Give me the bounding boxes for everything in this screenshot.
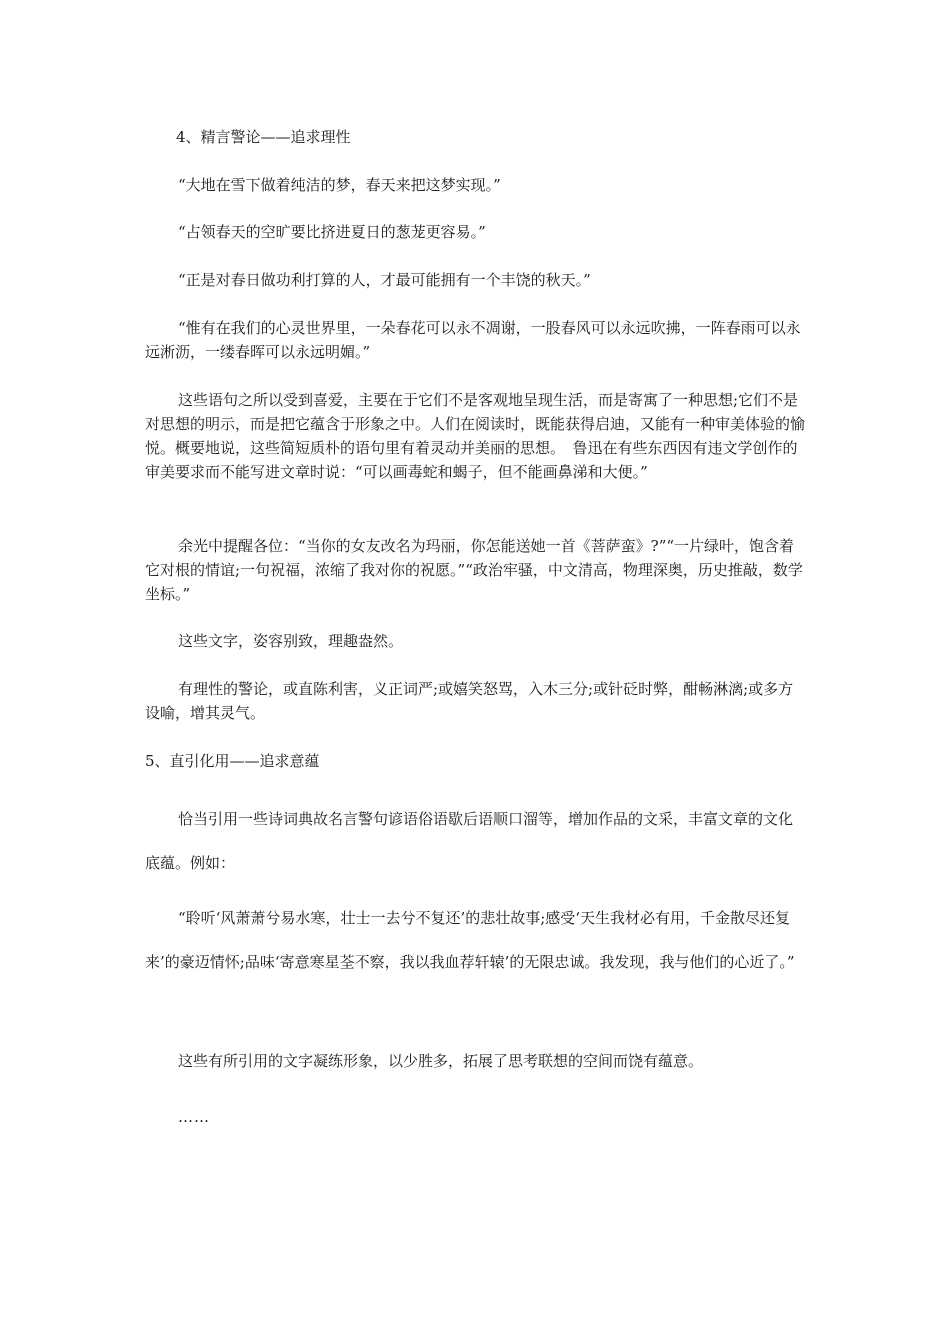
quote-paragraph: “大地在雪下做着纯洁的梦，春天来把这梦实现。” <box>178 176 501 194</box>
section-4-heading: 4、精言警论——追求理性 <box>176 128 351 146</box>
body-paragraph: 这些有所引用的文字凝练形象，以少胜多，拓展了思考联想的空间而饶有蕴意。 <box>178 1052 704 1070</box>
body-paragraph: 余光中提醒各位：“当你的女友改名为玛丽，你怎能送她一首《菩萨蛮》?”“一片绿叶，饱含着它对根的情谊;一句祝福，浓缩了我对你的祝愿。”“政治牢骚，中文清高，物理深奥，历史推敲，数学坐标。” <box>145 537 803 603</box>
ellipsis: …… <box>178 1108 210 1126</box>
quote-paragraph: “惟有在我们的心灵世界里，一朵春花可以永不凋谢，一股春风可以永远吹拂，一阵春雨可以永远淅沥，一缕春晖可以永远明媚。” <box>145 319 801 361</box>
quote-paragraph: “正是对春日做功利打算的人，才最可能拥有一个丰饶的秋天。” <box>178 271 591 289</box>
quote-paragraph: “占领春天的空旷要比挤进夏日的葱茏更容易。” <box>178 223 486 241</box>
body-paragraph: 有理性的警论，或直陈利害，义正词严;或嬉笑怒骂，入木三分;或针砭时弊，酣畅淋漓;或多方设喻，增其灵气。 <box>145 680 794 722</box>
quote-paragraph: “聆听‘风萧萧兮易水寒，壮士一去兮不复还’的悲壮故事;感受‘天生我材必有用，千金散尽还复来’的豪迈情怀;品味‘寄意寒星荃不察，我以我血荐轩辕’的无限忠诚。我发现，我与他们的心近了。” <box>145 909 795 971</box>
section-5-heading: 5、直引化用——追求意蕴 <box>145 752 320 770</box>
body-paragraph: 这些语句之所以受到喜爱，主要在于它们不是客观地呈现生活，而是寄寓了一种思想;它们不是对思想的明示，而是把它蕴含于形象之中。人们在阅读时，既能获得启迪，又能有一种审美体验的愉悦。概要地说，这些简短质朴的语句里有着灵动并美丽的思想。 鲁迅在有些东西因有违文学创作的审美要求而不能写进文章时说：“可以画毒蛇和蝎子，但不能画鼻涕和大便。” <box>145 391 806 481</box>
body-paragraph: 这些文字，姿容别致，理趣盎然。 <box>178 632 404 650</box>
body-paragraph: 恰当引用一些诗词典故名言警句谚语俗语歇后语顺口溜等，增加作品的文采，丰富文章的文化底蕴。例如： <box>145 810 794 872</box>
